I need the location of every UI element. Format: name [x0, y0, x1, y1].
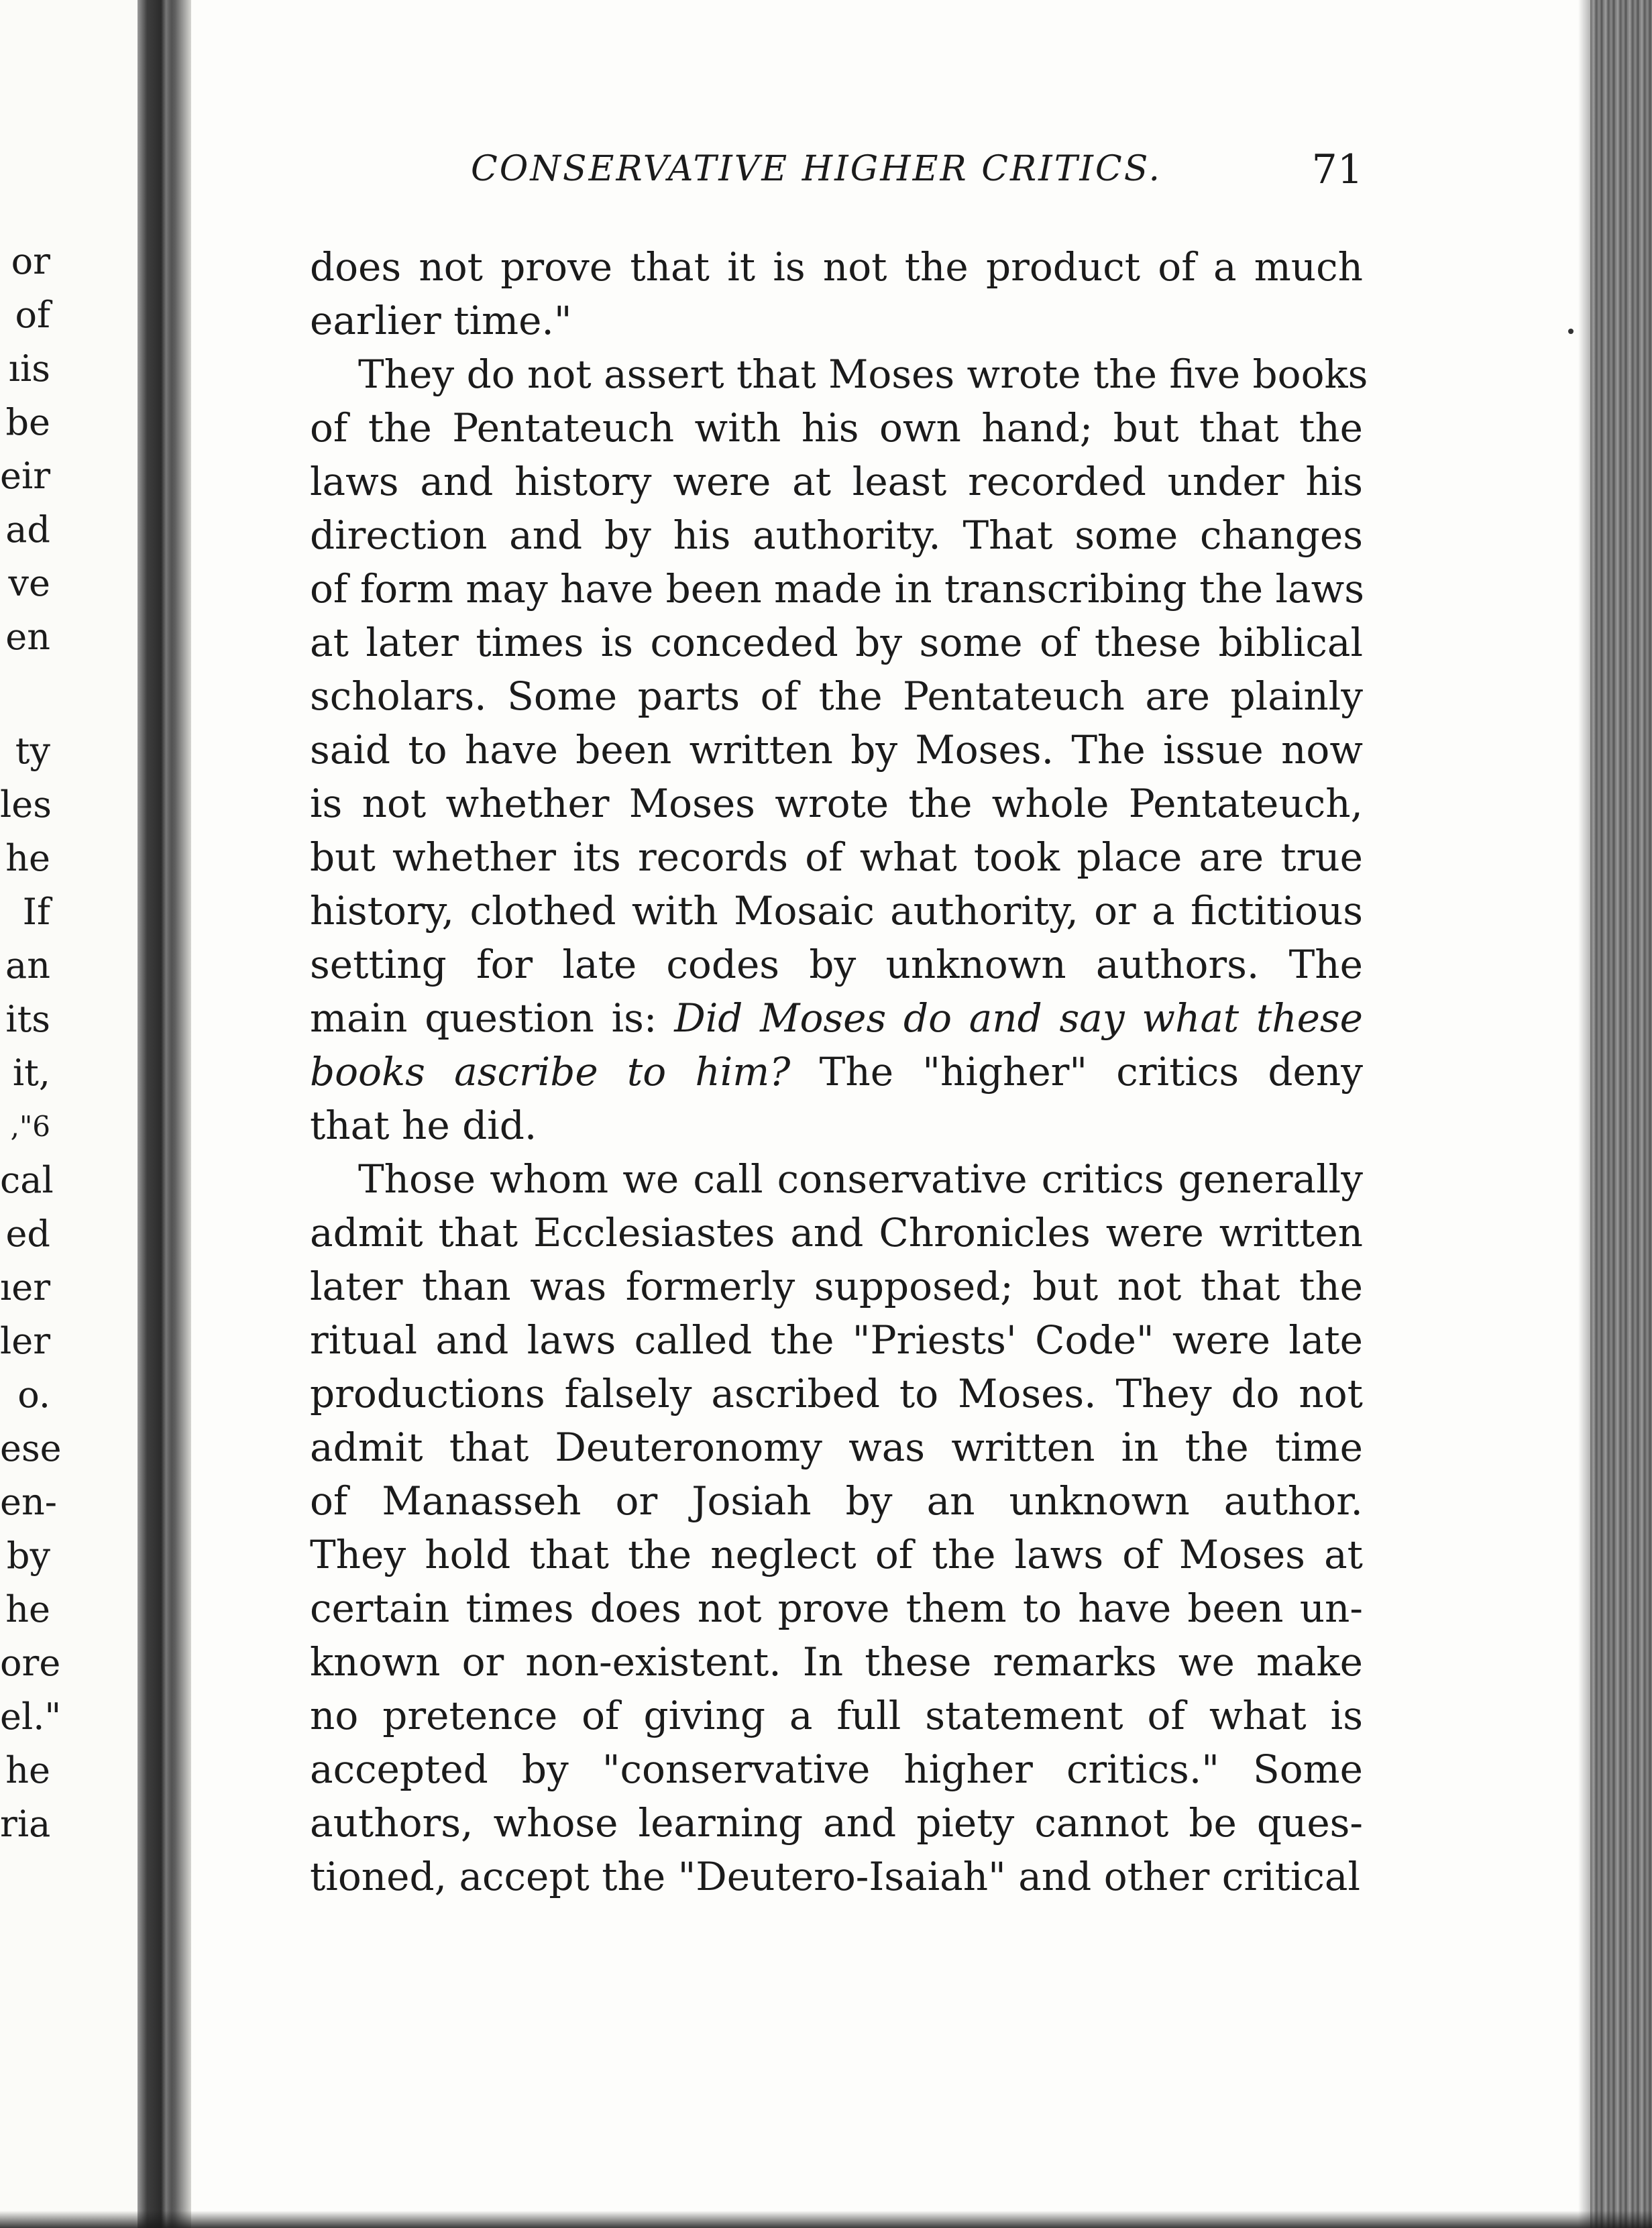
text-line: [310, 1206, 1363, 1260]
body-text: [310, 240, 1368, 1903]
text-line: [310, 884, 1363, 938]
text-run: said to have been written by Moses. The issue now: [310, 727, 1363, 773]
text-line: [310, 1099, 1363, 1152]
line-fragment: en: [5, 616, 50, 658]
text-line: [310, 1421, 1363, 1474]
text-line: [310, 1474, 1363, 1528]
previous-page-edge: [0, 0, 137, 2228]
line-fragment: or: [11, 240, 50, 282]
text-line: [310, 401, 1363, 455]
text-run: They do not assert that Moses wrote the five books: [358, 351, 1368, 397]
line-fragment: eir: [0, 455, 51, 497]
text-run: Those whom we call conservative critics generally: [358, 1156, 1363, 1202]
paragraph: [310, 240, 1363, 347]
line-fragment: les: [0, 783, 52, 826]
text-line: [310, 777, 1363, 830]
text-run: setting for late codes by unknown authors. The: [310, 942, 1363, 987]
text-line: [310, 240, 1363, 294]
line-fragment: en-: [0, 1481, 57, 1523]
speck-mark: [1568, 329, 1574, 334]
text-run: direction and by his authority. That some changes: [310, 512, 1363, 558]
text-line: [310, 1581, 1363, 1635]
text-run: of form may have been made in transcribing the laws: [310, 566, 1365, 612]
book-block-edge: [1590, 0, 1652, 2228]
text-line: [310, 508, 1363, 562]
text-line: [310, 723, 1363, 777]
line-fragment: ıis: [8, 347, 50, 390]
text-run: productions falsely ascribed to Moses. They do not: [310, 1371, 1363, 1416]
line-fragment: o.: [17, 1374, 50, 1416]
text-line: [310, 1850, 1363, 1903]
text-run: main question is:: [310, 995, 675, 1041]
italic-text: Did Moses do and say what these: [674, 995, 1363, 1041]
line-fragment: ese: [0, 1427, 62, 1469]
text-line: [310, 991, 1363, 1045]
text-line: [310, 1689, 1363, 1742]
line-fragment: ve: [8, 562, 50, 604]
text-run: The "higher" critics deny: [790, 1049, 1363, 1095]
line-fragment: ıer: [0, 1266, 51, 1308]
text-run: authors, whose learning and piety cannot be ques-: [310, 1800, 1363, 1846]
text-line: [310, 1528, 1363, 1581]
text-line: [310, 1367, 1363, 1421]
scan-bottom-shadow: [0, 2211, 1652, 2228]
text-run: tioned, accept the "Deutero-Isaiah" and other critical: [310, 1854, 1360, 1899]
page-number: 71: [1311, 146, 1363, 193]
text-line: [310, 1260, 1363, 1313]
line-fragment: it,: [12, 1052, 50, 1094]
binding-gutter-highlight: [161, 0, 172, 2228]
line-fragment: he: [5, 837, 50, 879]
text-run: certain times does not prove them to have been un-: [310, 1585, 1363, 1631]
text-run: admit that Ecclesiastes and Chronicles were written: [310, 1210, 1363, 1256]
text-line: [310, 938, 1363, 991]
text-run: earlier time.": [310, 298, 572, 343]
text-run: that he did.: [310, 1103, 537, 1148]
text-run: scholars. Some parts of the Pentateuch are plainly: [310, 673, 1363, 719]
line-fragment: of: [15, 294, 50, 336]
line-fragment: an: [5, 944, 50, 987]
text-run: later than was formerly supposed; but not that the: [310, 1264, 1363, 1309]
text-line: [310, 1635, 1363, 1689]
line-fragment: be: [5, 401, 50, 443]
line-fragment: el.": [0, 1695, 62, 1738]
line-fragment: ore: [0, 1642, 61, 1684]
text-line: [310, 562, 1363, 616]
text-run: at later times is conceded by some of these biblical: [310, 620, 1363, 665]
text-line: [310, 1152, 1363, 1206]
text-line: [310, 1045, 1363, 1099]
paragraph: [310, 347, 1368, 1152]
line-fragment: by: [6, 1535, 50, 1577]
text-run: is not whether Moses wrote the whole Pentateuch,: [310, 781, 1363, 826]
text-line: [310, 1313, 1363, 1367]
text-line: [310, 669, 1363, 723]
text-run: does not prove that it is not the product of a much: [310, 244, 1363, 290]
running-head: [310, 146, 1363, 203]
line-fragment: he: [5, 1588, 50, 1630]
line-fragment: ler: [0, 1320, 51, 1362]
line-fragment: cal: [0, 1159, 54, 1201]
text-run: admit that Deuteronomy was written in the time: [310, 1425, 1363, 1470]
running-head-title: CONSERVATIVE HIGHER CRITICS.: [471, 149, 1162, 189]
line-fragment: If: [22, 891, 50, 933]
text-line: [310, 294, 1363, 347]
line-fragment: ty: [15, 730, 50, 772]
text-run: history, clothed with Mosaic authority, or a fictitious: [310, 888, 1363, 934]
text-line: [310, 616, 1363, 669]
page-edge-shade: [1578, 0, 1590, 2228]
line-fragment: ,"6: [10, 1110, 50, 1143]
text-line: [310, 1796, 1363, 1850]
text-line: [310, 347, 1368, 401]
paragraph: [310, 1152, 1363, 1903]
text-line: [310, 830, 1363, 884]
text-run: but whether its records of what took place are true: [310, 834, 1363, 880]
italic-text: books ascribe to him?: [310, 1049, 791, 1095]
line-fragment: ad: [5, 508, 50, 551]
text-run: of the Pentateuch with his own hand; but that the: [310, 405, 1363, 451]
text-run: accepted by "conservative higher critics." Some: [310, 1746, 1363, 1792]
text-line: [310, 455, 1363, 508]
text-run: They hold that the neglect of the laws of Moses at: [310, 1532, 1363, 1577]
text-run: of Manasseh or Josiah by an unknown author.: [310, 1478, 1363, 1524]
line-fragment: ed: [5, 1213, 50, 1255]
text-line: [310, 1742, 1363, 1796]
line-fragment: its: [5, 998, 50, 1040]
text-run: laws and history were at least recorded under his: [310, 459, 1363, 504]
text-run: no pretence of giving a full statement of what is: [310, 1693, 1363, 1738]
line-fragment: he: [5, 1749, 50, 1791]
line-fragment: [0, 671, 50, 711]
line-fragment: ria: [0, 1803, 51, 1845]
text-run: known or non-existent. In these remarks we make: [310, 1639, 1363, 1685]
text-run: ritual and laws called the "Priests' Code" were late: [310, 1317, 1363, 1363]
